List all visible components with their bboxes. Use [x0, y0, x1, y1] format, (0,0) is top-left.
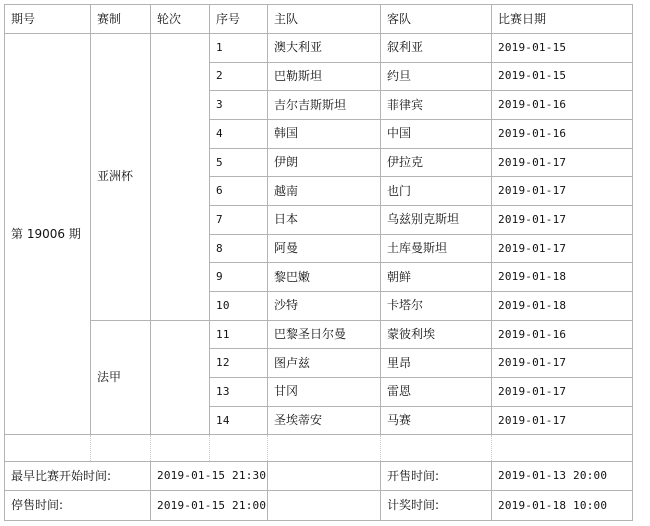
away-team: 伊拉克: [387, 155, 424, 169]
grid-line: [267, 435, 268, 461]
home-team: 韩国: [274, 126, 299, 141]
match-index: 2: [216, 69, 223, 83]
match-index: 12: [216, 356, 230, 370]
home-team: 日本: [274, 212, 299, 227]
header-away: 客队: [387, 11, 412, 26]
match-index: 10: [216, 298, 230, 312]
sale-stop-label: 停售时间:: [11, 498, 64, 512]
match-index: 9: [216, 270, 223, 284]
grid-line: [150, 4, 151, 434]
header-home: 主队: [274, 11, 299, 26]
home-team: 甘冈: [274, 384, 299, 399]
away-team: 也门: [387, 183, 412, 198]
grid-line: [491, 4, 492, 434]
sale-stop-value: 2019-01-15 21:00: [157, 498, 267, 512]
competition-cell: 亚洲杯: [97, 169, 134, 184]
grid-line: [90, 320, 209, 321]
match-index: 7: [216, 212, 223, 226]
grid-line: [4, 434, 632, 435]
match-index: 14: [216, 413, 230, 427]
match-index: 3: [216, 98, 223, 112]
grid-line: [209, 320, 632, 321]
match-date: 2019-01-16: [498, 98, 567, 112]
header-index: 序号: [216, 11, 241, 26]
grid-line: [150, 435, 151, 461]
grid-line: [209, 377, 632, 378]
home-team: 巴黎圣日尔曼: [274, 327, 347, 342]
home-team: 吉尔吉斯斯坦: [274, 97, 347, 112]
home-team: 澳大利亚: [274, 40, 323, 55]
away-team: 乌兹别克斯坦: [387, 212, 460, 227]
grid-line: [209, 176, 632, 177]
sale-open-value: 2019-01-13 20:00: [498, 469, 608, 482]
match-date: 2019-01-17: [498, 413, 567, 427]
away-team: 菲律宾: [387, 97, 424, 112]
grid-line: [632, 4, 633, 521]
match-index: 5: [216, 155, 223, 169]
header-competition: 赛制: [97, 11, 122, 26]
match-date: 2019-01-16: [498, 327, 567, 341]
away-team: 约旦: [387, 68, 412, 83]
away-team: 叙利亚: [387, 40, 424, 55]
round-cell: [157, 320, 208, 435]
away-team: 朝鲜: [387, 269, 412, 284]
competition-cell: 法甲: [97, 370, 122, 385]
match-index: 11: [216, 327, 230, 341]
match-date: 2019-01-17: [498, 184, 567, 198]
header-round: 轮次: [157, 11, 182, 26]
grid-line: [209, 435, 210, 461]
grid-line: [209, 62, 632, 63]
away-team: 中国: [387, 126, 412, 141]
grid-line: [4, 490, 632, 491]
away-team: 里昂: [387, 355, 412, 370]
match-index: 1: [216, 40, 223, 54]
away-team: 蒙彼利埃: [387, 327, 436, 342]
away-team: 卡塔尔: [387, 298, 424, 313]
match-date: 2019-01-17: [498, 241, 567, 255]
match-date: 2019-01-15: [498, 40, 567, 54]
grid-line: [90, 435, 91, 461]
home-team: 越南: [274, 183, 299, 198]
grid-line: [209, 148, 632, 149]
away-team: 雷恩: [387, 384, 412, 399]
home-team: 伊朗: [274, 155, 299, 169]
home-team: 巴勒斯坦: [274, 68, 323, 83]
match-index: 8: [216, 241, 223, 255]
grid-line: [209, 291, 632, 292]
prize-calc-label: 计奖时间:: [387, 498, 440, 512]
grid-line: [267, 4, 268, 434]
home-team: 图卢兹: [274, 355, 311, 370]
grid-line: [209, 4, 210, 434]
home-team: 沙特: [274, 298, 299, 313]
match-date: 2019-01-18: [498, 298, 567, 312]
match-date: 2019-01-17: [498, 384, 567, 398]
match-date: 2019-01-16: [498, 126, 567, 140]
home-team: 黎巴嫩: [274, 269, 311, 284]
grid-line: [380, 461, 381, 520]
grid-line: [209, 348, 632, 349]
earliest-start-label: 最早比赛开始时间:: [11, 468, 112, 483]
match-date: 2019-01-17: [498, 356, 567, 370]
period-cell: 第 19006 期: [11, 226, 81, 241]
match-index: 4: [216, 126, 223, 140]
grid-line: [4, 4, 633, 5]
match-date: 2019-01-17: [498, 155, 567, 169]
grid-line: [380, 4, 381, 434]
grid-line: [491, 435, 492, 461]
match-date: 2019-01-15: [498, 69, 567, 83]
home-team: 阿曼: [274, 241, 299, 256]
match-date: 2019-01-17: [498, 212, 567, 226]
grid-line: [209, 262, 632, 263]
earliest-start-value: 2019-01-15 21:30: [157, 469, 267, 482]
match-index: 6: [216, 184, 223, 198]
round-cell: [157, 33, 208, 320]
match-index: 13: [216, 384, 230, 398]
grid-line: [380, 435, 381, 461]
grid-line: [209, 205, 632, 206]
grid-line: [4, 520, 633, 521]
grid-line: [150, 461, 151, 520]
grid-line: [491, 461, 492, 520]
prize-calc-value: 2019-01-18 10:00: [498, 498, 608, 512]
header-date: 比赛日期: [498, 11, 547, 26]
grid-line: [267, 461, 268, 520]
grid-line: [209, 406, 632, 407]
grid-line: [90, 4, 91, 434]
sale-open-label: 开售时间:: [387, 468, 440, 483]
grid-line: [4, 461, 632, 462]
grid-line: [4, 33, 632, 34]
grid-line: [209, 119, 632, 120]
home-team: 圣埃蒂安: [274, 413, 323, 428]
away-team: 土库曼斯坦: [387, 241, 448, 256]
away-team: 马赛: [387, 413, 412, 428]
grid-line: [209, 90, 632, 91]
match-date: 2019-01-18: [498, 270, 567, 284]
header-period: 期号: [11, 11, 36, 26]
grid-line: [209, 234, 632, 235]
grid-line: [4, 4, 5, 520]
